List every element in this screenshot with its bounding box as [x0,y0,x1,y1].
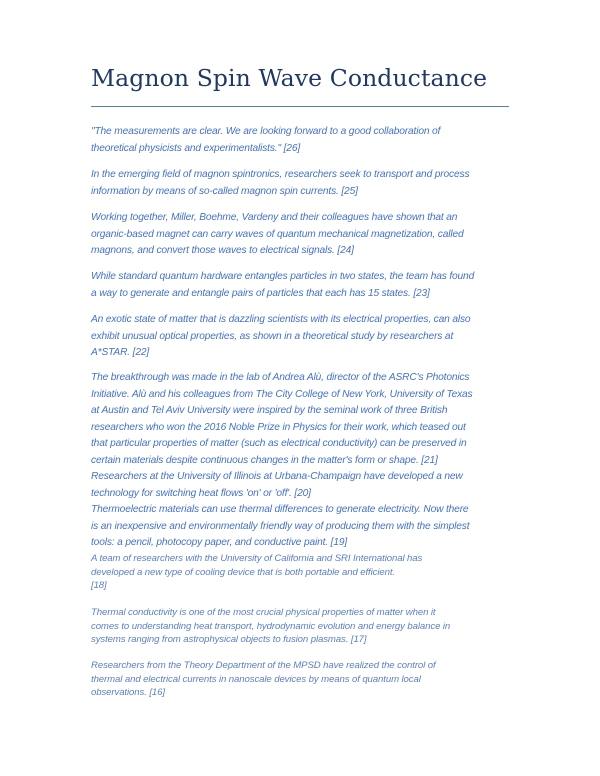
text-line: Thermal conductivity is one of the most crucial physical properties of matter when it [91,607,436,618]
paragraph-21-19 [91,370,511,552]
paragraph-18 [91,552,511,593]
paragraph-26 [91,124,511,157]
text-line: magnons, and convert those waves to electrical signals. [24] [91,245,354,256]
paragraph-17 [91,606,511,647]
text-line: organic-based magnet can carry waves of quantum mechanical magnetization, called [91,228,464,240]
paragraph-25 [91,167,511,200]
text-line: that particular properties of matter (such as electrical conductivity) can be preserved in [91,438,467,449]
text-line: thermal and electrical currents in nanoscale devices by means of quantum local [91,673,421,685]
text-line: A*STAR. [22] [91,347,150,358]
paragraph-24 [91,210,511,260]
text-line: Researchers at the University of Illinois at Urbana-Champaign have developed a new [91,471,463,482]
text-line: Thermoelectric materials can use thermal differences to generate electricity. Now there [91,504,469,515]
title-underline [91,106,509,107]
text-line: theoretical physicists and experimentalists." [26] [91,142,301,154]
text-line: Working together, Miller, Boehme, Vardeny and their colleagues have shown that an [91,212,458,223]
text-line: Researchers from the Theory Department of the MPSD have realized the control of [91,660,436,671]
text-line: comes to understanding heat transport, hydrodynamic evolution and energy balance in [91,620,451,632]
text-line: systems ranging from astrophysical objects to fusion plasmas. [17] [91,634,367,645]
paragraph-22 [91,312,511,362]
text-line: tools: a pencil, photocopy paper, and conductive paint. [19] [91,537,348,548]
text-line: at Austin and Tel Aviv University were inspired by the seminal work of three British [91,405,448,416]
text-line: a way to generate and entangle pairs of particles that each has 15 states. [23] [91,287,430,299]
text-line: developed a new type of cooling device that is both portable and efficient. [91,566,395,578]
text-line: "The measurements are clear. We are looking forward to a good collaboration of [91,126,441,137]
paragraph-16 [91,659,511,700]
text-line: information by means of so-called magnon spin currents. [25] [91,185,358,197]
text-line: The breakthrough was made in the lab of Andrea Alù, director of the ASRC's Photonics [91,372,470,383]
text-line: [18] [91,580,107,591]
text-line: An exotic state of matter that is dazzling scientists with its electrical properties, can also [91,314,471,325]
text-line: Initiative. Alù and his colleagues from The City College of New York, University of Texas [91,388,473,400]
text-line: technology for switching heat flows 'on' or 'off'. [20] [91,487,311,499]
text-line: certain materials despite continuous changes in the matter's form or shape. [21] [91,454,438,466]
text-line: is an inexpensive and environmentally friendly way of producing them with the simplest [91,520,470,532]
text-line: In the emerging field of magnon spintronics, researchers seek to transport and process [91,169,470,180]
paragraph-23 [91,269,511,302]
text-line: exhibit unusual optical properties, as shown in a theoretical study by researchers at [91,330,454,342]
text-line: A team of researchers with the University of California and SRI International has [91,553,423,564]
document-title: Magnon Spin Wave Conductance [91,64,488,92]
text-line: researchers who won the 2016 Noble Prize in Physics for their work, which teased out [91,421,466,433]
text-line: While standard quantum hardware entangles particles in two states, the team has found [91,271,475,282]
text-line: observations. [16] [91,687,165,698]
